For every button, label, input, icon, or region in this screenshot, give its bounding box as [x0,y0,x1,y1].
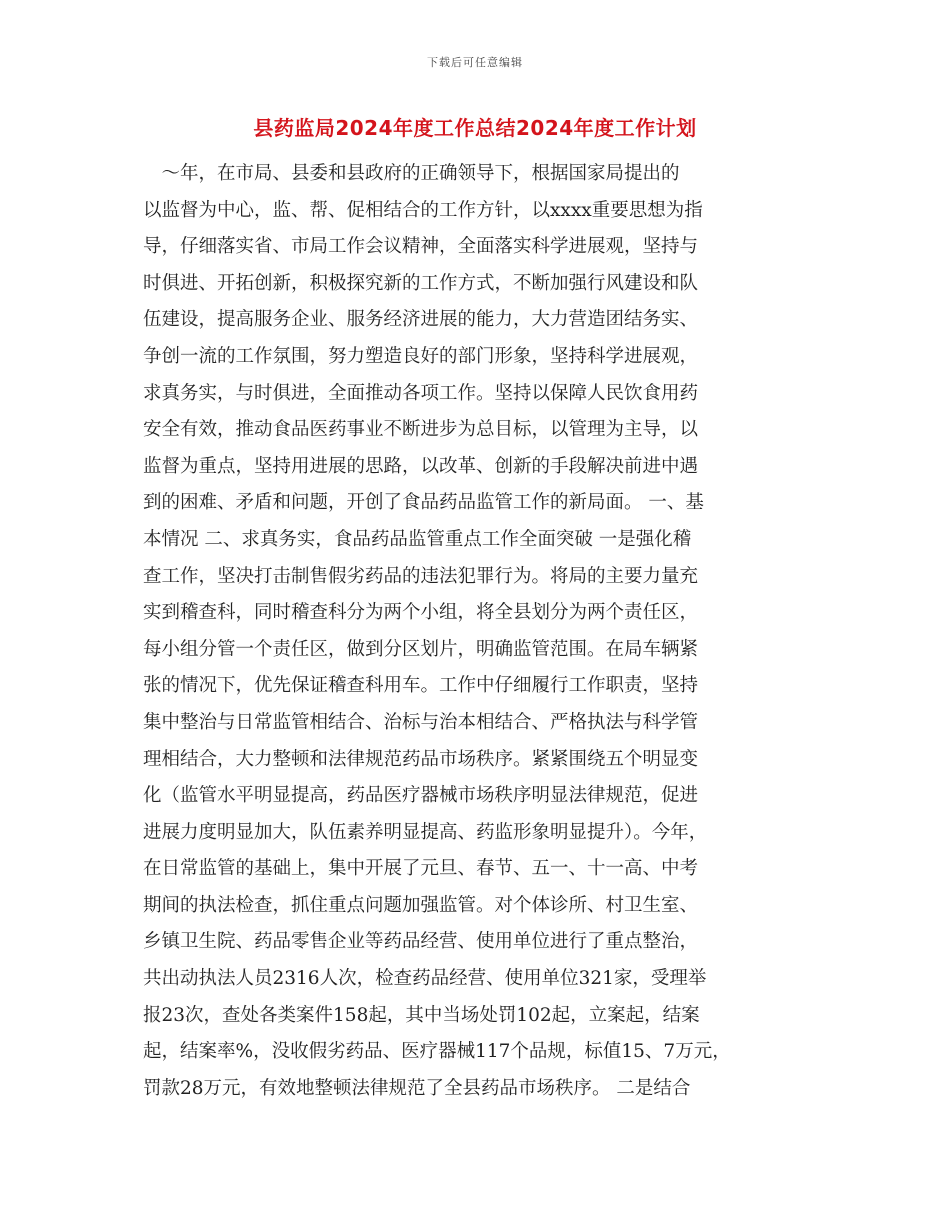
document-title: 县药监局2024年度工作总结2024年度工作计划 [253,116,697,140]
document-page: 下载后可任意编辑 县药监局2024年度工作总结2024年度工作计划 ～年，在市局、县委和县政府的正确领导下，根据国家局提出的 以监督为中心，监、帮、促相结合的工作方针，以xxxx重要思想为指 导，仔细落实省、市局工作会议精神，全面落实科学进展观，坚持与 时俱进、开拓创新，积极探究新的工作方式，不断加强行风建设和队 伍建设，提高服务企业、服务经济进展的能力，大力营造团结务实、 争创一流的工作氛围，努力塑造良好的部门形象，坚持科学进展观， 求真务实，与时俱进，全面推动各项工作。坚持以保障人民饮食用药 安全有效，推动食品医药事业不断进步为总目标，以管理为主导，以 监督为重点，坚持用进展的思路，以改革、创新的手段解决前进中遇 到的困难、矛盾和问题，开创了食品药品监管工作的新局面。 一、基 本情况 二、求真务实，食品药品监管重点工作全面突破 一是强化稽 查工作，坚决打击制售假劣药品的违法犯罪行为。将局的主要力量充 实到稽查科，同时稽查科分为两个小组，将全县划分为两个责任区， 每小组分管一个责任区，做到分区划片，明确监管范围。在局车辆紧 张的情况下，优先保证稽查科用车。工作中仔细履行工作职责，坚持 集中整治与日常监管相结合、治标与治本相结合、严格执法与科学管 理相结合，大力整顿和法律规范药品市场秩序。紧紧围绕五个明显变 化（监管水平明显提高，药品医疗器械市场秩序明显法律规范，促进 进展力度明显加大，队伍素养明显提高、药监形象明显提升）。今年， 在日常监管的基础上，集中开展了元旦、春节、五一、十一高、中考 期间的执法检查，抓住重点问题加强监管。对个体诊所、村卫生室、 乡镇卫生院、药品零售企业等药品经营、使用单位进行了重点整治， 共出动执法人员2316人次，检查药品经营、使用单位321家，受理举 报23次，查处各类案件158起，其中当场处罚102起，立案起，结案 起，结案率%，没收假劣药品、医疗器械117个品规，标值15、7万元， 罚款28万元，有效地整顿法律规范了全县药品市场秩序。 二是结合 [0,0,950,1230]
header-note: 下载后可任意编辑 [427,56,523,69]
